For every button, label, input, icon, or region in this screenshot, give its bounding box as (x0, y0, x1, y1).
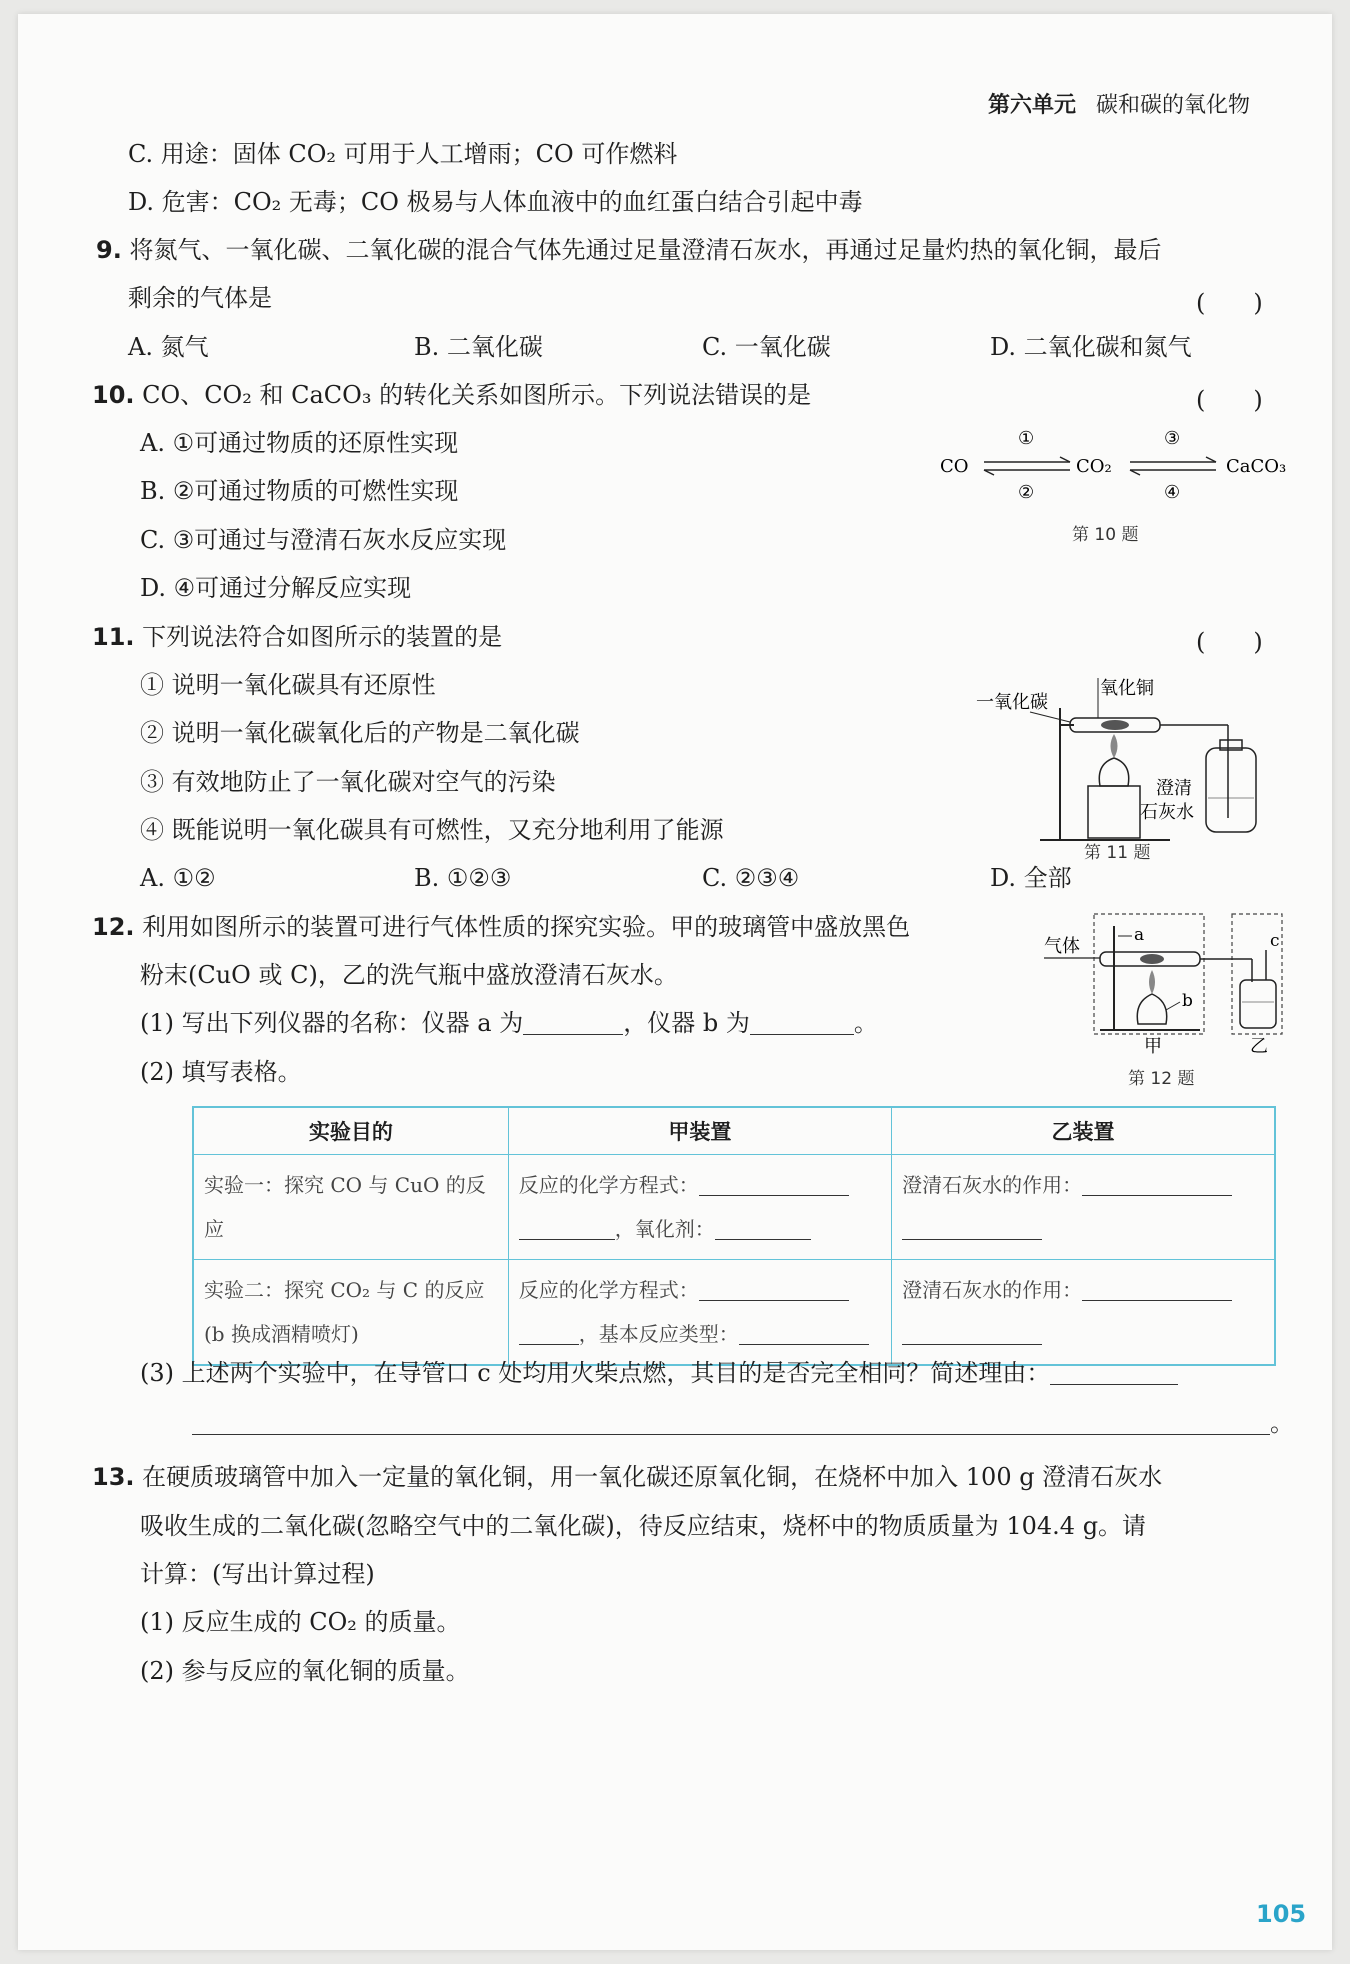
row1-jia-equation-label: 反应的化学方程式： (518, 1173, 699, 1197)
table-header-purpose: 实验目的 (193, 1107, 508, 1155)
row2-type-blank[interactable] (739, 1320, 869, 1345)
q13-stem1: 在硬质玻璃管中加入一定量的氧化铜，用一氧化碳还原氧化铜，在烧杯中加入 100 g 澄清石灰水 (142, 1463, 1163, 1491)
q9-answer-paren[interactable]: ( ) (1196, 289, 1263, 317)
q12-part1-c: 。 (853, 1009, 878, 1037)
q10-option-c: C. ③可通过与澄清石灰水反应实现 (140, 526, 507, 554)
fig12-a-label: a (1134, 925, 1145, 945)
q12-table (192, 1106, 1276, 1366)
row1-purpose: 实验一：探究 CO 与 CuO 的反应 (193, 1155, 508, 1260)
fig11-alcohol-lamp (1099, 758, 1128, 786)
q12-apparatus-diagram (1040, 906, 1290, 1096)
fig12-jia-box (1094, 914, 1204, 1034)
row2-yi-label: 澄清石灰水的作用： (902, 1278, 1083, 1302)
fig12-jia-label: 甲 (1144, 1036, 1162, 1057)
q12-part3-text: (3) 上述两个实验中，在导管口 c 处均用火柴点燃，其目的是否完全相同？简述理由： (140, 1359, 1051, 1387)
row2-yi (892, 1260, 1275, 1366)
row2-jia-equation-label: 反应的化学方程式： (518, 1278, 699, 1302)
q11-option-c: C. ②③④ (702, 864, 800, 892)
q8-option-c: C. 用途：固体 CO₂ 可用于人工增雨；CO 可作燃料 (128, 140, 678, 168)
table-header-jia: 甲装置 (508, 1107, 891, 1155)
unit-title: 碳和碳的氧化物 (1096, 93, 1251, 118)
q11-stem: 下列说法符合如图所示的装置的是 (142, 623, 503, 651)
q11-option-d: D. 全部 (990, 864, 1072, 892)
q9-option-d: D. 二氧化碳和氮气 (990, 333, 1192, 361)
q10-stem-line (92, 380, 811, 410)
q13-stem-line1 (92, 1462, 1162, 1492)
fig12-flame (1149, 970, 1155, 994)
q9-option-a: A. 氮气 (128, 333, 209, 361)
q11-number: 11. (92, 623, 135, 651)
q11-item-4: ④ 既能说明一氧化碳具有可燃性，又充分地利用了能源 (140, 816, 724, 844)
fig12-b-pointer (1166, 1002, 1180, 1010)
fig12-lamp (1137, 994, 1166, 1024)
row1-oxidant-label: ，氧化剂： (614, 1217, 715, 1241)
row2-equation-blank-2[interactable] (519, 1320, 579, 1345)
row2-equation-blank-1[interactable] (699, 1276, 849, 1301)
table-header-row (193, 1107, 1275, 1155)
fig10-co2: CO₂ (1076, 456, 1112, 477)
q10-option-a: A. ①可通过物质的还原性实现 (140, 429, 459, 457)
row2-yi-blank-1[interactable] (1082, 1276, 1232, 1301)
q12-part3-answer-line (192, 1408, 1294, 1438)
fig11-wash-bottle (1206, 748, 1256, 832)
q12-part3-blank-1[interactable] (1050, 1360, 1178, 1385)
q11-option-a: A. ①② (140, 864, 216, 892)
q11-item-3: ③ 有效地防止了一氧化碳对空气的污染 (140, 768, 556, 796)
row2-yi-blank-2[interactable] (902, 1320, 1042, 1345)
q13-number: 13. (92, 1463, 135, 1491)
row2-purpose: 实验二：探究 CO₂ 与 C 的反应(b 换成酒精喷灯) (193, 1260, 508, 1366)
q12-part1 (140, 1008, 878, 1038)
row1-yi-blank-2[interactable] (902, 1215, 1042, 1240)
q12-part1-b: ，仪器 b 为 (623, 1009, 750, 1037)
q12-part2: (2) 填写表格。 (140, 1058, 302, 1086)
fig11-cuo-label: 氧化铜 (1100, 678, 1154, 699)
q12-part1-a: (1) 写出下列仪器的名称：仪器 a 为 (140, 1009, 524, 1037)
row1-jia (508, 1155, 891, 1260)
q12-part3-end: 。 (1270, 1409, 1294, 1437)
q11-stem-line (92, 622, 502, 652)
q13-part2: (2) 参与反应的氧化铜的质量。 (140, 1657, 470, 1685)
fig12-yi-label: 乙 (1250, 1036, 1268, 1057)
table-row (193, 1155, 1275, 1260)
row1-equation-blank-1[interactable] (699, 1171, 849, 1196)
fig10-caption: 第 10 题 (1072, 525, 1139, 545)
q13-part1: (1) 反应生成的 CO₂ 的质量。 (140, 1608, 461, 1636)
q10-number: 10. (92, 381, 135, 409)
fig11-burner-block (1088, 786, 1140, 838)
q8-option-d: D. 危害：CO₂ 无毒；CO 极易与人体血液中的血红蛋白结合引起中毒 (128, 188, 863, 216)
fig10-label-3: ③ (1164, 428, 1181, 449)
fig12-caption: 第 12 题 (1128, 1069, 1195, 1089)
table-row (193, 1260, 1275, 1366)
q11-item-2: ② 说明一氧化碳氧化后的产物是二氧化碳 (140, 719, 580, 747)
row1-yi (892, 1155, 1275, 1260)
fig11-caption: 第 11 题 (1084, 843, 1151, 863)
row1-equation-blank-2[interactable] (519, 1215, 615, 1240)
q11-option-b: B. ①②③ (414, 864, 512, 892)
q9-stem1: 将氮气、一氧化碳、二氧化碳的混合气体先通过足量澄清石灰水，再通过足量灼热的氧化铜，最后 (129, 236, 1162, 264)
q13-stem3: 计算：(写出计算过程) (140, 1560, 375, 1588)
q11-item-1: ① 说明一氧化碳具有还原性 (140, 671, 436, 699)
running-header (988, 88, 1250, 119)
row2-type-label: ，基本反应类型： (578, 1322, 739, 1346)
q13-stem2: 吸收生成的二氧化碳(忽略空气中的二氧化碳)，待反应结束，烧杯中的物质质量为 104.4 g。请 (140, 1512, 1147, 1540)
q9-option-b: B. 二氧化碳 (414, 333, 543, 361)
page-number: 105 (1256, 1900, 1307, 1928)
q12-blank-a[interactable] (523, 1010, 623, 1035)
q11-apparatus-diagram (970, 668, 1290, 863)
fig11-cuo-powder (1101, 720, 1129, 730)
q12-stem2: 粉末(CuO 或 C)，乙的洗气瓶中盛放澄清石灰水。 (140, 961, 678, 989)
fig11-co-pointer (1030, 712, 1070, 722)
fig10-label-2: ② (1018, 482, 1035, 503)
q10-conversion-diagram (930, 420, 1290, 560)
row1-oxidant-blank[interactable] (715, 1215, 811, 1240)
row2-jia (508, 1260, 891, 1366)
table-header-yi: 乙装置 (892, 1107, 1275, 1155)
unit-label: 第六单元 (988, 93, 1077, 118)
q10-option-d: D. ④可通过分解反应实现 (140, 574, 412, 602)
q12-blank-b[interactable] (750, 1010, 854, 1035)
fig11-limewater-label-2: 石灰水 (1140, 802, 1194, 823)
fig12-wash-bottle (1240, 980, 1276, 1028)
q9-number: 9. (96, 236, 122, 264)
q12-part3-blank-2[interactable] (192, 1410, 1270, 1435)
q10-stem: CO、CO₂ 和 CaCO₃ 的转化关系如图所示。下列说法错误的是 (142, 381, 812, 409)
fig11-co-label: 一氧化碳 (976, 692, 1048, 713)
fig11-flame (1111, 734, 1118, 758)
q12-stem-line1 (92, 912, 910, 942)
q12-number: 12. (92, 913, 135, 941)
q11-answer-paren[interactable]: ( ) (1196, 628, 1263, 656)
fig10-caco3: CaCO₃ (1226, 456, 1287, 477)
fig10-label-4: ④ (1164, 482, 1181, 503)
q9-stem-line1 (96, 235, 1161, 265)
q9-stem2: 剩余的气体是 (128, 284, 272, 312)
q12-stem1: 利用如图所示的装置可进行气体性质的探究实验。甲的玻璃管中盛放黑色 (142, 913, 911, 941)
fig10-label-1: ① (1018, 428, 1035, 449)
fig12-c-label: c (1270, 931, 1280, 951)
q10-option-b: B. ②可通过物质的可燃性实现 (140, 477, 459, 505)
row1-yi-blank-1[interactable] (1082, 1171, 1232, 1196)
fig10-co: CO (940, 456, 969, 477)
row1-yi-label: 澄清石灰水的作用： (902, 1173, 1083, 1197)
fig12-gas-label: 气体 (1044, 936, 1080, 957)
fig11-limewater-label-1: 澄清 (1156, 778, 1192, 799)
q12-part3 (140, 1358, 1178, 1388)
fig12-b-label: b (1182, 991, 1193, 1011)
q10-answer-paren[interactable]: ( ) (1196, 386, 1263, 414)
fig12-black-powder (1140, 954, 1164, 964)
q9-option-c: C. 一氧化碳 (702, 333, 831, 361)
